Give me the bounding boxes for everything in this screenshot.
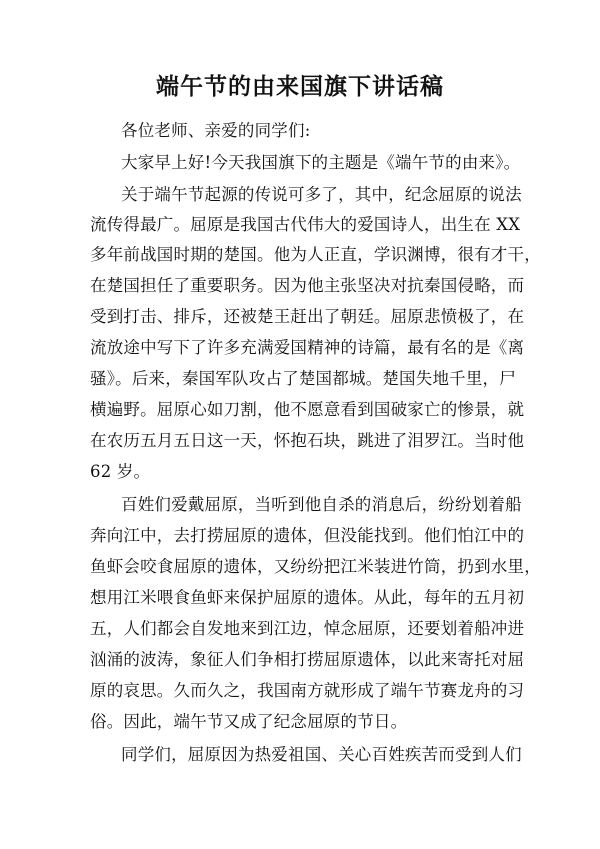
paragraph-line: 俗。因此，端午节又成了纪念屈原的节日。 (90, 712, 408, 731)
document-title: 端午节的由来国旗下讲话稿 (156, 73, 444, 100)
paragraph-line: 62 岁。 (90, 462, 151, 481)
paragraph-line: 汹涌的波涛，象征人们争相打捞屈原遗体，以此来寄托对屈 (90, 650, 525, 669)
paragraph-line: 受到打击、排斥，还被楚王赶出了朝廷。屈原悲愤极了，在 (90, 307, 525, 326)
paragraph-line: 想用江米喂食鱼虾来保护屈原的遗体。从此，每年的五月初 (90, 588, 525, 607)
paragraph-line: 大家早上好!今天我国旗下的主题是《端午节的由来》。 (121, 153, 521, 172)
paragraph-line: 各位老师、亲爱的同学们: (121, 121, 311, 140)
paragraph-line: 多年前战国时期的楚国。他为人正直，学识渊博，很有才干， (90, 245, 541, 264)
paragraph-line: 骚》。后来，秦国军队攻占了楚国都城。楚国失地千里，尸 (90, 369, 516, 388)
paragraph-line: 在楚国担任了重要职务。因为他主张坚决对抗秦国侵略，而 (90, 276, 525, 295)
paragraph-line: 奔向江中，去打捞屈原的遗体，但没能找到。他们怕江中的 (90, 526, 525, 545)
paragraph-line: 在农历五月五日这一天，怀抱石块，跳进了泪罗江。当时他 (90, 431, 525, 450)
paragraph-line: 原的哀思。久而久之，我国南方就形成了端午节赛龙舟的习 (90, 681, 525, 700)
paragraph-line: 百姓们爱戴屈原，当听到他自杀的消息后，纷纷划着船 (121, 495, 522, 514)
paragraph-line: 流放途中写下了许多充满爱国精神的诗篇，最有名的是《离 (90, 338, 525, 357)
paragraph-line: 鱼虾会咬食屈原的遗体，又纷纷把江米装进竹筒，扔到水里， (90, 557, 541, 576)
paragraph-line: 同学们，屈原因为热爱祖国、关心百姓疾苦而受到人们 (121, 745, 522, 764)
paragraph-line: 横遍野。屈原心如刀割，他不愿意看到国破家亡的惨景，就 (90, 400, 525, 419)
paragraph-line: 关于端午节起源的传说可多了，其中，纪念屈原的说法 (121, 185, 522, 204)
paragraph-line: 流传得最广。屈原是我国古代伟大的爱国诗人，出生在 XX (90, 215, 521, 234)
paragraph-line: 五，人们都会自发地来到江边，悼念屈原，还要划着船冲进 (90, 619, 525, 638)
